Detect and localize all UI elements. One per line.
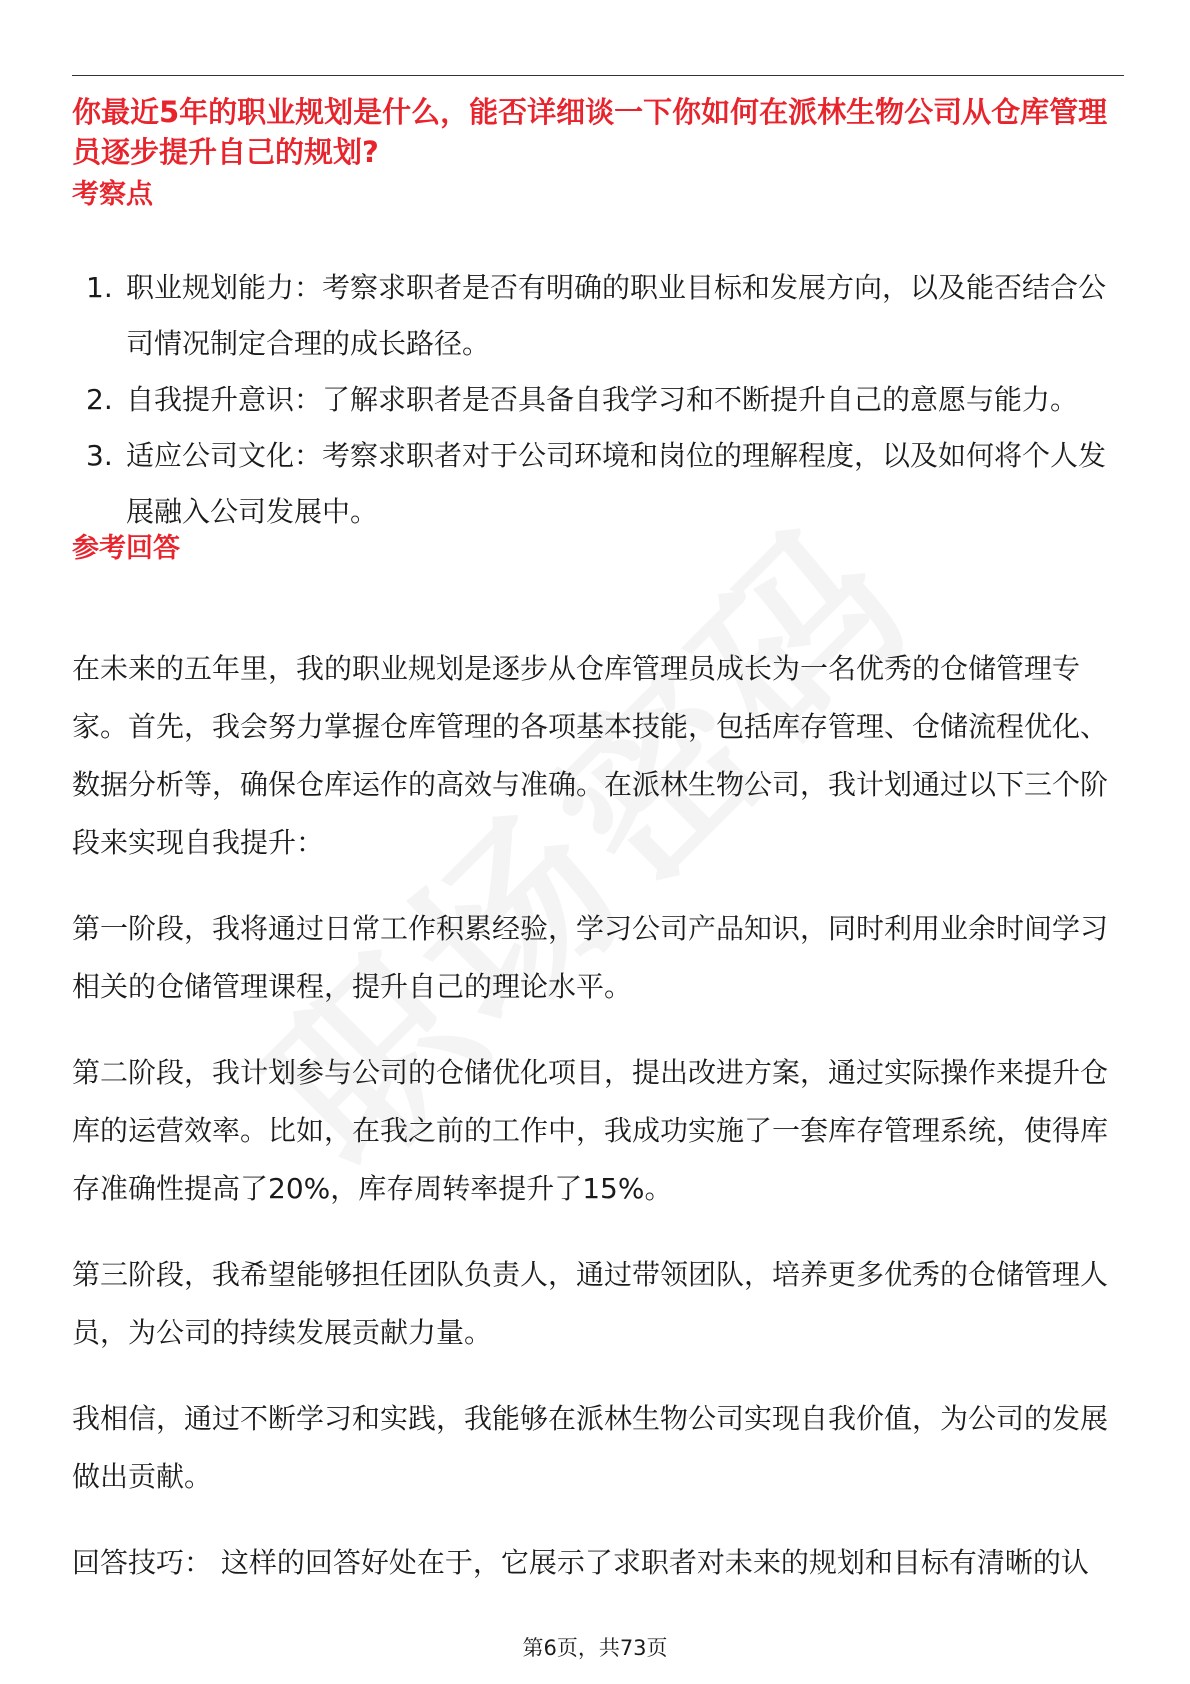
answer-paragraph: 第一阶段，我将通过日常工作积累经验，学习公司产品知识，同时利用业余时间学习相关的仓储管理课程，提升自己的理论水平。 [72, 912, 1109, 1003]
list-text: 职业规划能力：考察求职者是否有明确的职业目标和发展方向，以及能否结合公司情况制定合理的成长路径。 [126, 271, 1107, 360]
assessment-heading: 考察点 [72, 179, 153, 210]
list-number: 3. [86, 439, 113, 472]
list-text: 自我提升意识：了解求职者是否具备自我学习和不断提升自己的意愿与能力。 [126, 383, 1079, 416]
answer-heading: 参考回答 [72, 533, 180, 564]
answer-body [72, 640, 1132, 1620]
list-item [72, 260, 1132, 372]
list-item [72, 428, 1132, 540]
top-divider [72, 75, 1124, 76]
list-text: 适应公司文化：考察求职者对于公司环境和岗位的理解程度，以及如何将个人发展融入公司发展中。 [126, 439, 1107, 528]
list-number: 1. [86, 271, 113, 304]
list-item [72, 372, 1132, 428]
list-number: 2. [86, 383, 113, 416]
assessment-list [72, 260, 1132, 540]
answer-paragraph: 我相信，通过不断学习和实践，我能够在派林生物公司实现自我价值，为公司的发展做出贡献。 [72, 1402, 1109, 1493]
page-footer: 第6页，共73页 [522, 1636, 668, 1660]
answer-paragraph: 在未来的五年里，我的职业规划是逐步从仓库管理员成长为一名优秀的仓储管理专家。首先，我会努力掌握仓库管理的各项基本技能，包括库存管理、仓储流程优化、数据分析等，确保仓库运作的高效与准确。在派林生物公司，我计划通过以下三个阶段来实现自我提升： [72, 652, 1109, 859]
answer-paragraph: 第二阶段，我计划参与公司的仓储优化项目，提出改进方案，通过实际操作来提升仓库的运营效率。比如，在我之前的工作中，我成功实施了一套库存管理系统，使得库存准确性提高了20%，库存周转率提升了15%。 [72, 1056, 1109, 1205]
question-title: 你最近5年的职业规划是什么，能否详细谈一下你如何在派林生物公司从仓库管理员逐步提升自己的规划? [72, 95, 1108, 169]
answer-tip: 回答技巧： 这样的回答好处在于，它展示了求职者对未来的规划和目标有清晰的认 [72, 1546, 1089, 1579]
answer-paragraph: 第三阶段，我希望能够担任团队负责人，通过带领团队，培养更多优秀的仓储管理人员，为公司的持续发展贡献力量。 [72, 1258, 1109, 1349]
